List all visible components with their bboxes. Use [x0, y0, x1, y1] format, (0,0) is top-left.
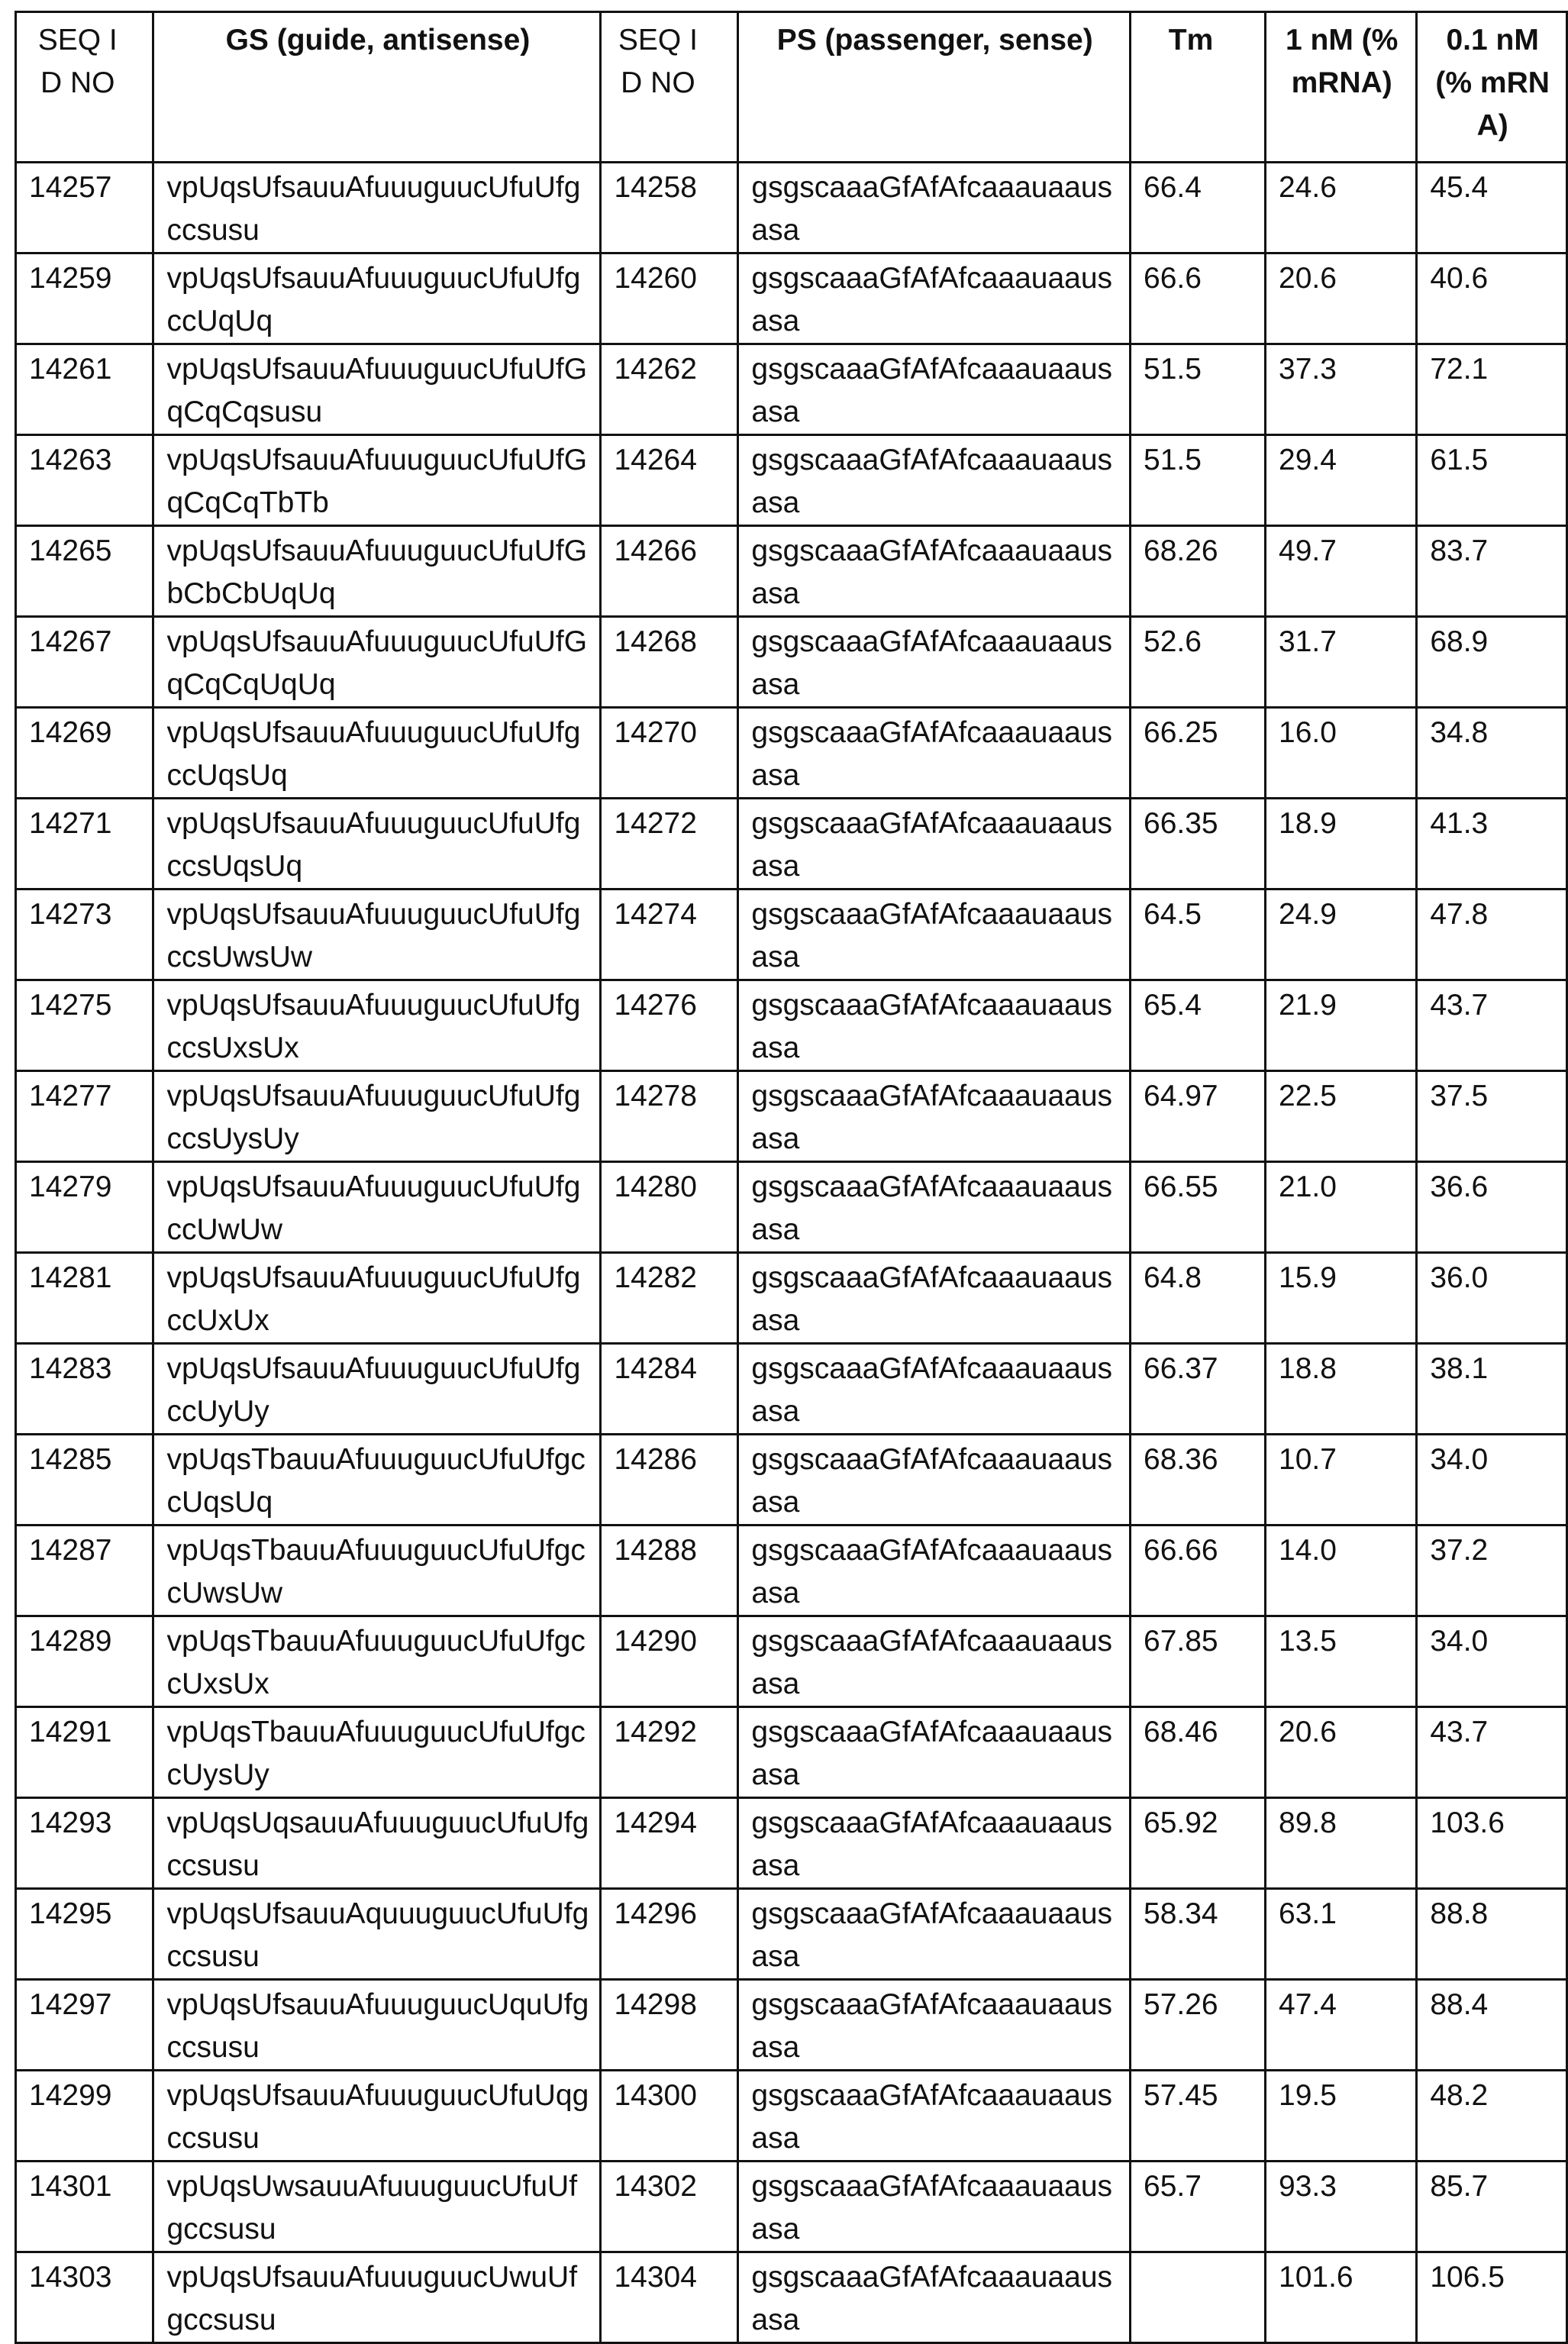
mrna-1nm-cell: 21.0 — [1266, 1162, 1417, 1253]
seq-id-guide-cell: 14283 — [16, 1344, 153, 1435]
table-row — [16, 1616, 1567, 1707]
mrna-0-1nm-cell: 36.0 — [1417, 1253, 1567, 1344]
table-row — [16, 1253, 1567, 1344]
table-row — [16, 889, 1567, 980]
tm-cell: 64.97 — [1131, 1071, 1266, 1162]
table-row — [16, 1707, 1567, 1798]
table-row — [16, 526, 1567, 617]
guide-strand-cell: vpUqsUfsauuAfuuuguucUfuUqgccsusu — [153, 2071, 601, 2162]
table-row — [16, 253, 1567, 344]
seq-id-passenger-cell: 14274 — [601, 889, 738, 980]
mrna-0-1nm-cell: 48.2 — [1417, 2071, 1567, 2162]
seq-id-passenger-cell: 14294 — [601, 1798, 738, 1889]
passenger-strand-cell: gsgscaaaGfAfAfcaaauaausasa — [738, 1798, 1131, 1889]
mrna-0-1nm-cell: 103.6 — [1417, 1798, 1567, 1889]
table-row — [16, 980, 1567, 1071]
mrna-1nm-cell: 20.6 — [1266, 253, 1417, 344]
header-tm: Tm — [1131, 12, 1266, 163]
seq-id-guide-cell: 14303 — [16, 2252, 153, 2343]
seq-id-guide-cell: 14301 — [16, 2162, 153, 2252]
mrna-0-1nm-cell: 68.9 — [1417, 617, 1567, 708]
passenger-strand-cell: gsgscaaaGfAfAfcaaauaausasa — [738, 1344, 1131, 1435]
seq-id-guide-cell: 14285 — [16, 1435, 153, 1526]
passenger-strand-cell: gsgscaaaGfAfAfcaaauaausasa — [738, 1980, 1131, 2071]
passenger-strand-cell: gsgscaaaGfAfAfcaaauaausasa — [738, 1435, 1131, 1526]
mrna-1nm-cell: 47.4 — [1266, 1980, 1417, 2071]
table-row — [16, 617, 1567, 708]
table-row — [16, 1980, 1567, 2071]
guide-strand-cell: vpUqsUfsauuAfuuuguucUfuUfgccUwUw — [153, 1162, 601, 1253]
seq-id-passenger-cell: 14266 — [601, 526, 738, 617]
mrna-0-1nm-cell: 34.8 — [1417, 708, 1567, 799]
passenger-strand-cell: gsgscaaaGfAfAfcaaauaausasa — [738, 2071, 1131, 2162]
mrna-0-1nm-cell: 34.0 — [1417, 1616, 1567, 1707]
tm-cell: 68.26 — [1131, 526, 1266, 617]
seq-id-guide-cell: 14297 — [16, 1980, 153, 2071]
passenger-strand-cell: gsgscaaaGfAfAfcaaauaausasa — [738, 1162, 1131, 1253]
mrna-1nm-cell: 18.9 — [1266, 799, 1417, 889]
mrna-0-1nm-cell: 40.6 — [1417, 253, 1567, 344]
mrna-0-1nm-cell: 45.4 — [1417, 163, 1567, 253]
tm-cell: 64.5 — [1131, 889, 1266, 980]
passenger-strand-cell: gsgscaaaGfAfAfcaaauaausasa — [738, 344, 1131, 435]
header-seq-id-guide: SEQ ID NO — [16, 12, 153, 163]
table-row — [16, 2252, 1567, 2343]
seq-id-passenger-cell: 14298 — [601, 1980, 738, 2071]
seq-id-guide-cell: 14257 — [16, 163, 153, 253]
seq-id-passenger-cell: 14290 — [601, 1616, 738, 1707]
guide-strand-cell: vpUqsUqsauuAfuuuguucUfuUfgccsusu — [153, 1798, 601, 1889]
seq-id-passenger-cell: 14268 — [601, 617, 738, 708]
guide-strand-cell: vpUqsUfsauuAfuuuguucUfuUfGqCqCqTbTb — [153, 435, 601, 526]
tm-cell: 66.25 — [1131, 708, 1266, 799]
mrna-0-1nm-cell: 43.7 — [1417, 980, 1567, 1071]
passenger-strand-cell: gsgscaaaGfAfAfcaaauaausasa — [738, 889, 1131, 980]
seq-id-guide-cell: 14275 — [16, 980, 153, 1071]
seq-id-guide-cell: 14263 — [16, 435, 153, 526]
passenger-strand-cell: gsgscaaaGfAfAfcaaauaausasa — [738, 1889, 1131, 1980]
table-row — [16, 799, 1567, 889]
guide-strand-cell: vpUqsTbauuAfuuuguucUfuUfgccUqsUq — [153, 1435, 601, 1526]
seq-id-guide-cell: 14293 — [16, 1798, 153, 1889]
passenger-strand-cell: gsgscaaaGfAfAfcaaauaausasa — [738, 163, 1131, 253]
guide-strand-cell: vpUqsUfsauuAfuuuguucUfuUfgccUyUy — [153, 1344, 601, 1435]
guide-strand-cell: vpUqsUfsauuAfuuuguucUwuUfgccsusu — [153, 2252, 601, 2343]
table-row — [16, 1798, 1567, 1889]
tm-cell: 65.92 — [1131, 1798, 1266, 1889]
mrna-1nm-cell: 101.6 — [1266, 2252, 1417, 2343]
seq-id-guide-cell: 14273 — [16, 889, 153, 980]
guide-strand-cell: vpUqsUfsauuAfuuuguucUquUfgccsusu — [153, 1980, 601, 2071]
mrna-1nm-cell: 20.6 — [1266, 1707, 1417, 1798]
seq-id-passenger-cell: 14302 — [601, 2162, 738, 2252]
passenger-strand-cell: gsgscaaaGfAfAfcaaauaausasa — [738, 1253, 1131, 1344]
table-row — [16, 708, 1567, 799]
guide-strand-cell: vpUqsUfsauuAquuuguucUfuUfgccsusu — [153, 1889, 601, 1980]
tm-cell: 51.5 — [1131, 435, 1266, 526]
seq-id-passenger-cell: 14282 — [601, 1253, 738, 1344]
mrna-0-1nm-cell: 106.5 — [1417, 2252, 1567, 2343]
mrna-1nm-cell: 13.5 — [1266, 1616, 1417, 1707]
guide-strand-cell: vpUqsUfsauuAfuuuguucUfuUfgccsusu — [153, 163, 601, 253]
tm-cell: 68.36 — [1131, 1435, 1266, 1526]
seq-id-passenger-cell: 14258 — [601, 163, 738, 253]
seq-id-guide-cell: 14259 — [16, 253, 153, 344]
seq-id-guide-cell: 14265 — [16, 526, 153, 617]
seq-id-passenger-cell: 14262 — [601, 344, 738, 435]
header-0-1nm: 0.1 nM (% mRNA) — [1417, 12, 1567, 163]
mrna-0-1nm-cell: 61.5 — [1417, 435, 1567, 526]
mrna-1nm-cell: 21.9 — [1266, 980, 1417, 1071]
mrna-1nm-cell: 93.3 — [1266, 2162, 1417, 2252]
guide-strand-cell: vpUqsUfsauuAfuuuguucUfuUfgccUqsUq — [153, 708, 601, 799]
seq-id-passenger-cell: 14296 — [601, 1889, 738, 1980]
seq-id-guide-cell: 14277 — [16, 1071, 153, 1162]
seq-id-passenger-cell: 14264 — [601, 435, 738, 526]
table-row — [16, 1162, 1567, 1253]
seq-id-passenger-cell: 14300 — [601, 2071, 738, 2162]
seq-id-guide-cell: 14289 — [16, 1616, 153, 1707]
tm-cell: 68.46 — [1131, 1707, 1266, 1798]
mrna-1nm-cell: 16.0 — [1266, 708, 1417, 799]
passenger-strand-cell: gsgscaaaGfAfAfcaaauaausasa — [738, 1707, 1131, 1798]
passenger-strand-cell: gsgscaaaGfAfAfcaaauaausasa — [738, 1071, 1131, 1162]
guide-strand-cell: vpUqsUfsauuAfuuuguucUfuUfgccsUxsUx — [153, 980, 601, 1071]
mrna-0-1nm-cell: 34.0 — [1417, 1435, 1567, 1526]
mrna-1nm-cell: 49.7 — [1266, 526, 1417, 617]
table-row — [16, 1526, 1567, 1616]
seq-id-guide-cell: 14287 — [16, 1526, 153, 1616]
guide-strand-cell: vpUqsUfsauuAfuuuguucUfuUfgccsUysUy — [153, 1071, 601, 1162]
mrna-0-1nm-cell: 37.2 — [1417, 1526, 1567, 1616]
mrna-0-1nm-cell: 43.7 — [1417, 1707, 1567, 1798]
seq-id-passenger-cell: 14288 — [601, 1526, 738, 1616]
mrna-1nm-cell: 15.9 — [1266, 1253, 1417, 1344]
mrna-1nm-cell: 29.4 — [1266, 435, 1417, 526]
passenger-strand-cell: gsgscaaaGfAfAfcaaauaausasa — [738, 708, 1131, 799]
tm-cell: 51.5 — [1131, 344, 1266, 435]
tm-cell: 65.7 — [1131, 2162, 1266, 2252]
mrna-1nm-cell: 24.9 — [1266, 889, 1417, 980]
tm-cell: 67.85 — [1131, 1616, 1266, 1707]
tm-cell: 57.26 — [1131, 1980, 1266, 2071]
seq-id-guide-cell: 14261 — [16, 344, 153, 435]
mrna-1nm-cell: 24.6 — [1266, 163, 1417, 253]
passenger-strand-cell: gsgscaaaGfAfAfcaaauaausasa — [738, 2252, 1131, 2343]
seq-id-guide-cell: 14291 — [16, 1707, 153, 1798]
passenger-strand-cell: gsgscaaaGfAfAfcaaauaausasa — [738, 1526, 1131, 1616]
seq-id-passenger-cell: 14280 — [601, 1162, 738, 1253]
tm-cell: 57.45 — [1131, 2071, 1266, 2162]
guide-strand-cell: vpUqsUfsauuAfuuuguucUfuUfgccUxUx — [153, 1253, 601, 1344]
tm-cell: 66.6 — [1131, 253, 1266, 344]
table-row — [16, 163, 1567, 253]
guide-strand-cell: vpUqsUfsauuAfuuuguucUfuUfGqCqCqsusu — [153, 344, 601, 435]
seq-id-passenger-cell: 14304 — [601, 2252, 738, 2343]
header-guide-strand: GS (guide, antisense) — [153, 12, 601, 163]
mrna-0-1nm-cell: 38.1 — [1417, 1344, 1567, 1435]
tm-cell: 52.6 — [1131, 617, 1266, 708]
table-row — [16, 2162, 1567, 2252]
tm-cell: 66.4 — [1131, 163, 1266, 253]
table-row — [16, 1071, 1567, 1162]
passenger-strand-cell: gsgscaaaGfAfAfcaaauaausasa — [738, 253, 1131, 344]
table-body — [16, 163, 1567, 2343]
seq-id-passenger-cell: 14272 — [601, 799, 738, 889]
table-row — [16, 435, 1567, 526]
table-row — [16, 1344, 1567, 1435]
mrna-0-1nm-cell: 41.3 — [1417, 799, 1567, 889]
seq-id-passenger-cell: 14286 — [601, 1435, 738, 1526]
guide-strand-cell: vpUqsTbauuAfuuuguucUfuUfgccUxsUx — [153, 1616, 601, 1707]
seq-id-passenger-cell: 14278 — [601, 1071, 738, 1162]
seq-id-guide-cell: 14269 — [16, 708, 153, 799]
mrna-0-1nm-cell: 85.7 — [1417, 2162, 1567, 2252]
guide-strand-cell: vpUqsUfsauuAfuuuguucUfuUfgccUqUq — [153, 253, 601, 344]
header-seq-id-passenger: SEQ ID NO — [601, 12, 738, 163]
mrna-0-1nm-cell: 36.6 — [1417, 1162, 1567, 1253]
tm-cell: 58.34 — [1131, 1889, 1266, 1980]
mrna-1nm-cell: 22.5 — [1266, 1071, 1417, 1162]
guide-strand-cell: vpUqsUfsauuAfuuuguucUfuUfGqCqCqUqUq — [153, 617, 601, 708]
passenger-strand-cell: gsgscaaaGfAfAfcaaauaausasa — [738, 435, 1131, 526]
guide-strand-cell: vpUqsUfsauuAfuuuguucUfuUfgccsUwsUw — [153, 889, 601, 980]
guide-strand-cell: vpUqsUwsauuAfuuuguucUfuUfgccsusu — [153, 2162, 601, 2252]
tm-cell: 66.35 — [1131, 799, 1266, 889]
sequence-data-table — [15, 11, 1568, 2344]
tm-cell: 66.66 — [1131, 1526, 1266, 1616]
mrna-0-1nm-cell: 72.1 — [1417, 344, 1567, 435]
seq-id-passenger-cell: 14276 — [601, 980, 738, 1071]
mrna-1nm-cell: 63.1 — [1266, 1889, 1417, 1980]
mrna-1nm-cell: 18.8 — [1266, 1344, 1417, 1435]
header-1nm: 1 nM (% mRNA) — [1266, 12, 1417, 163]
seq-id-guide-cell: 14299 — [16, 2071, 153, 2162]
seq-id-guide-cell: 14281 — [16, 1253, 153, 1344]
tm-cell: 64.8 — [1131, 1253, 1266, 1344]
table-row — [16, 1889, 1567, 1980]
mrna-0-1nm-cell: 83.7 — [1417, 526, 1567, 617]
guide-strand-cell: vpUqsTbauuAfuuuguucUfuUfgccUwsUw — [153, 1526, 601, 1616]
seq-id-guide-cell: 14295 — [16, 1889, 153, 1980]
mrna-1nm-cell: 19.5 — [1266, 2071, 1417, 2162]
seq-id-passenger-cell: 14284 — [601, 1344, 738, 1435]
mrna-1nm-cell: 14.0 — [1266, 1526, 1417, 1616]
tm-cell: 65.4 — [1131, 980, 1266, 1071]
seq-id-guide-cell: 14279 — [16, 1162, 153, 1253]
guide-strand-cell: vpUqsUfsauuAfuuuguucUfuUfGbCbCbUqUq — [153, 526, 601, 617]
passenger-strand-cell: gsgscaaaGfAfAfcaaauaausasa — [738, 980, 1131, 1071]
mrna-1nm-cell: 37.3 — [1266, 344, 1417, 435]
mrna-0-1nm-cell: 47.8 — [1417, 889, 1567, 980]
tm-cell: 66.37 — [1131, 1344, 1266, 1435]
mrna-0-1nm-cell: 88.8 — [1417, 1889, 1567, 1980]
guide-strand-cell: vpUqsTbauuAfuuuguucUfuUfgccUysUy — [153, 1707, 601, 1798]
tm-cell: 66.55 — [1131, 1162, 1266, 1253]
tm-cell — [1131, 2252, 1266, 2343]
header-row — [16, 12, 1567, 163]
seq-id-passenger-cell: 14260 — [601, 253, 738, 344]
mrna-0-1nm-cell: 37.5 — [1417, 1071, 1567, 1162]
seq-id-guide-cell: 14267 — [16, 617, 153, 708]
passenger-strand-cell: gsgscaaaGfAfAfcaaauaausasa — [738, 799, 1131, 889]
table-row — [16, 1435, 1567, 1526]
seq-id-passenger-cell: 14292 — [601, 1707, 738, 1798]
header-passenger-strand: PS (passenger, sense) — [738, 12, 1131, 163]
mrna-1nm-cell: 10.7 — [1266, 1435, 1417, 1526]
passenger-strand-cell: gsgscaaaGfAfAfcaaauaausasa — [738, 526, 1131, 617]
seq-id-passenger-cell: 14270 — [601, 708, 738, 799]
mrna-1nm-cell: 89.8 — [1266, 1798, 1417, 1889]
mrna-1nm-cell: 31.7 — [1266, 617, 1417, 708]
passenger-strand-cell: gsgscaaaGfAfAfcaaauaausasa — [738, 2162, 1131, 2252]
guide-strand-cell: vpUqsUfsauuAfuuuguucUfuUfgccsUqsUq — [153, 799, 601, 889]
mrna-0-1nm-cell: 88.4 — [1417, 1980, 1567, 2071]
table-row — [16, 2071, 1567, 2162]
table-row — [16, 344, 1567, 435]
passenger-strand-cell: gsgscaaaGfAfAfcaaauaausasa — [738, 617, 1131, 708]
passenger-strand-cell: gsgscaaaGfAfAfcaaauaausasa — [738, 1616, 1131, 1707]
seq-id-guide-cell: 14271 — [16, 799, 153, 889]
